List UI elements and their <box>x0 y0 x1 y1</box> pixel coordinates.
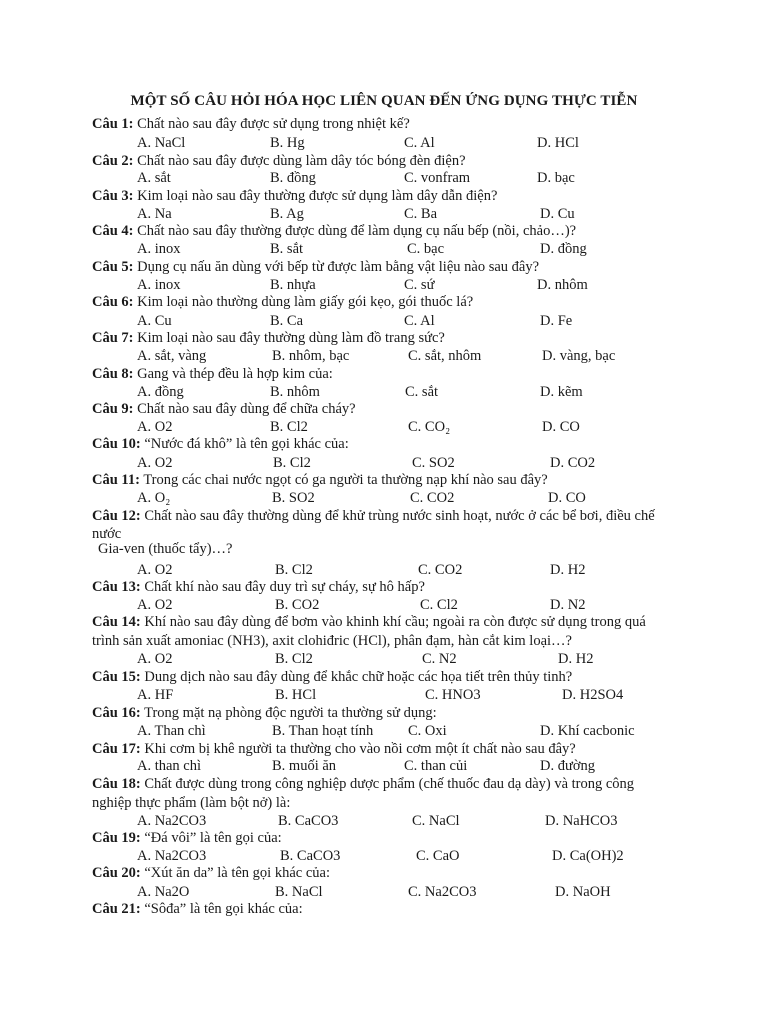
question-3 <box>92 187 692 205</box>
answer-option-a: A. Na2CO3 <box>137 848 207 864</box>
answer-option-d: D. CO2 <box>550 455 596 471</box>
answer-option-d: D. N2 <box>550 597 586 613</box>
question-number: Câu 18: <box>92 776 141 792</box>
answer-option-b: B. Hg <box>270 135 305 151</box>
question-8 <box>92 365 692 383</box>
answer-option-b: B. CO2 <box>275 597 320 613</box>
answer-option-c: C. sắt <box>405 384 439 400</box>
question-1 <box>92 115 692 133</box>
answer-option-b: B. Cl2 <box>270 419 308 435</box>
answer-option-c: C. Oxi <box>408 723 447 739</box>
question-10 <box>92 435 692 453</box>
answer-option-b: B. đồng <box>270 170 316 186</box>
answer-option-b: B. CaCO3 <box>278 813 339 829</box>
question-number: Câu 20: <box>92 865 141 881</box>
answer-option-b: B. nhựa <box>270 277 316 293</box>
answer-option-a: A. Cu <box>137 313 172 329</box>
answer-option-c: C. bạc <box>407 241 445 257</box>
answer-option-c: C. Al <box>404 313 435 329</box>
question-13 <box>92 578 692 596</box>
question-17 <box>92 740 692 758</box>
question-20 <box>92 864 692 882</box>
answer-option-d: D. NaOH <box>555 884 611 900</box>
question-number: Câu 3: <box>92 188 134 204</box>
answer-option-a: A. Na2O <box>137 884 190 900</box>
answer-option-d: D. kẽm <box>540 384 583 400</box>
answer-option-b: B. CaCO3 <box>280 848 341 864</box>
question-12 <box>92 507 692 525</box>
question-text: Trong các chai nước ngọt có ga người ta thường nạp khí nào sau đây? <box>139 472 548 488</box>
answer-option-d: D. HCl <box>537 135 579 151</box>
question-number: Câu 6: <box>92 294 134 310</box>
answer-option-a: A. O₂ <box>137 490 171 506</box>
question-text: Gang và thép đều là hợp kim của: <box>133 366 333 382</box>
question-14 <box>92 613 692 631</box>
question-text: “Đá vôi” là tên gọi của: <box>140 830 282 846</box>
answer-option-b: B. NaCl <box>275 884 323 900</box>
answer-option-c: C. sứ <box>404 277 435 293</box>
answer-option-a: A. O2 <box>137 419 173 435</box>
answer-option-a: A. Than chì <box>137 723 206 739</box>
answer-option-d: D. Ca(OH)2 <box>552 848 624 864</box>
question-18 <box>92 775 692 793</box>
question-continuation: nghiệp thực phẩm (làm bột nở) là: <box>92 795 291 811</box>
answer-option-c: C. CO2 <box>410 490 455 506</box>
question-text-wrap: nước <box>92 526 122 542</box>
answer-option-c: C. Ba <box>404 206 438 222</box>
answer-option-c: C. Cl2 <box>420 597 458 613</box>
question-text: Trong mặt nạ phòng độc người ta thường sử dụng: <box>140 705 437 721</box>
answer-option-a: A. Na <box>137 206 172 222</box>
answer-option-a: A. NaCl <box>137 135 186 151</box>
answer-option-c: C. than củi <box>404 758 468 774</box>
answer-option-c: C. CO2 <box>418 562 463 578</box>
question-number: Câu 13: <box>92 579 141 595</box>
answer-option-c: C. sắt, nhôm <box>408 348 482 364</box>
answer-option-b: B. SO2 <box>272 490 315 506</box>
answer-option-c: C. SO2 <box>412 455 455 471</box>
answer-option-b: B. HCl <box>275 687 317 703</box>
question-text: Chất được dùng trong công nghiệp dược phẩm (chế thuốc đau dạ dày) và trong công <box>140 776 635 792</box>
question-number: Câu 19: <box>92 830 141 846</box>
answer-option-a: A. sắt <box>137 170 171 186</box>
question-continuation: Gia-ven (thuốc tẩy)…? <box>98 541 233 557</box>
question-text: Chất nào sau đây được dùng làm dây tóc bóng đèn điện? <box>133 153 466 169</box>
answer-option-a: A. đồng <box>137 384 184 400</box>
answer-option-d: D. H2SO4 <box>562 687 624 703</box>
question-number: Câu 8: <box>92 366 134 382</box>
question-text: Kim loại nào sau đây thường dùng làm đồ trang sức? <box>133 330 445 346</box>
question-6 <box>92 293 692 311</box>
question-text: Chất nào sau đây được sử dụng trong nhiệt kế? <box>133 116 410 132</box>
question-number: Câu 12: <box>92 508 141 524</box>
question-number: Câu 16: <box>92 705 141 721</box>
question-continuation: trình sản xuất amoniac (NH3), axit clohiđric (HCl), phân đạm, hàn cắt kim loại…? <box>92 633 572 649</box>
answer-option-d: D. Cu <box>540 206 575 222</box>
answer-option-c: C. Na2CO3 <box>408 884 477 900</box>
answer-option-c: C. vonfram <box>404 170 471 186</box>
answer-option-a: A. O2 <box>137 455 173 471</box>
question-11 <box>92 471 692 489</box>
question-4 <box>92 222 692 240</box>
answer-option-a: A. Na2CO3 <box>137 813 207 829</box>
question-number: Câu 1: <box>92 116 134 132</box>
question-text: Chất nào sau đây thường dùng để khử trùng nước sinh hoạt, nước ở các bể bơi, điều chế <box>140 508 655 524</box>
answer-option-d: D. CO <box>542 419 580 435</box>
question-number: Câu 2: <box>92 153 134 169</box>
question-number: Câu 15: <box>92 669 141 685</box>
question-number: Câu 11: <box>92 472 140 488</box>
answer-option-b: B. sắt <box>270 241 304 257</box>
question-text: Khí nào sau đây dùng để bơm vào khinh khí cầu; ngoài ra còn được sử dụng trong quá <box>140 614 646 630</box>
answer-option-c: C. CaO <box>416 848 460 864</box>
question-5 <box>92 258 692 276</box>
question-text: Chất nào sau đây dùng để chữa cháy? <box>133 401 356 417</box>
question-9 <box>92 400 692 418</box>
answer-option-b: B. Cl2 <box>275 562 313 578</box>
answer-option-d: D. Fe <box>540 313 573 329</box>
question-text: Kim loại nào thường dùng làm giấy gói kẹo, gói thuốc lá? <box>133 294 474 310</box>
question-number: Câu 4: <box>92 223 134 239</box>
question-21 <box>92 900 692 918</box>
answer-option-d: D. H2 <box>550 562 586 578</box>
answer-option-d: D. nhôm <box>537 277 588 293</box>
question-text: Dụng cụ nấu ăn dùng với bếp từ được làm bằng vật liệu nào sau đây? <box>133 259 540 275</box>
question-19 <box>92 829 692 847</box>
answer-option-d: D. H2 <box>558 651 594 667</box>
answer-option-b: B. Cl2 <box>273 455 311 471</box>
question-text: Kim loại nào sau đây thường được sử dụng làm dây dẫn điện? <box>133 188 498 204</box>
answer-option-d: D. NaHCO3 <box>545 813 618 829</box>
answer-option-c: C. CO₂ <box>408 419 451 435</box>
answer-option-a: A. inox <box>137 277 181 293</box>
answer-option-c: C. N2 <box>422 651 457 667</box>
answer-option-b: B. nhôm <box>270 384 320 400</box>
question-7 <box>92 329 692 347</box>
answer-option-a: A. O2 <box>137 651 173 667</box>
answer-option-a: A. O2 <box>137 562 173 578</box>
answer-option-c: C. NaCl <box>412 813 460 829</box>
answer-option-a: A. O2 <box>137 597 173 613</box>
answer-option-a: A. than chì <box>137 758 202 774</box>
question-2 <box>92 152 692 170</box>
question-number: Câu 5: <box>92 259 134 275</box>
question-number: Câu 10: <box>92 436 141 452</box>
question-text: “Nước đá khô” là tên gọi khác của: <box>140 436 349 452</box>
question-number: Câu 7: <box>92 330 134 346</box>
answer-option-b: B. Ca <box>270 313 304 329</box>
answer-option-c: C. HNO3 <box>425 687 481 703</box>
answer-option-b: B. muối ăn <box>272 758 337 774</box>
answer-option-c: C. Al <box>404 135 435 151</box>
document-title: MỘT SỐ CÂU HỎI HÓA HỌC LIÊN QUAN ĐẾN ỨNG DỤNG THỰC TIỄN <box>130 93 638 109</box>
question-number: Câu 14: <box>92 614 141 630</box>
answer-option-d: D. CO <box>548 490 586 506</box>
question-number: Câu 9: <box>92 401 134 417</box>
question-text: Chất khí nào sau đây duy trì sự cháy, sự hô hấp? <box>140 579 425 595</box>
question-text: “Sôđa” là tên gọi khác của: <box>140 901 303 917</box>
answer-option-a: A. inox <box>137 241 181 257</box>
answer-option-b: B. Ag <box>270 206 304 222</box>
answer-option-d: D. đường <box>540 758 595 774</box>
question-text: Chất nào sau đây thường được dùng để làm dụng cụ nấu bếp (nồi, chảo…)? <box>133 223 577 239</box>
answer-option-d: D. đồng <box>540 241 587 257</box>
question-16 <box>92 704 692 722</box>
answer-option-a: A. HF <box>137 687 174 703</box>
answer-option-b: B. Than hoạt tính <box>272 723 374 739</box>
answer-option-d: D. bạc <box>537 170 575 186</box>
question-text: “Xút ăn da” là tên gọi khác của: <box>140 865 330 881</box>
question-text: Dung dịch nào sau đây dùng để khắc chữ hoặc các họa tiết trên thủy tinh? <box>140 669 573 685</box>
question-text: Khi cơm bị khê người ta thường cho vào nồi cơm một ít chất nào sau đây? <box>140 741 576 757</box>
question-number: Câu 17: <box>92 741 141 757</box>
question-15 <box>92 668 692 686</box>
answer-option-a: A. sắt, vàng <box>137 348 207 364</box>
answer-option-d: D. Khí cacbonic <box>540 723 635 739</box>
answer-option-b: B. nhôm, bạc <box>272 348 350 364</box>
answer-option-d: D. vàng, bạc <box>542 348 616 364</box>
answer-option-b: B. Cl2 <box>275 651 313 667</box>
question-number: Câu 21: <box>92 901 141 917</box>
